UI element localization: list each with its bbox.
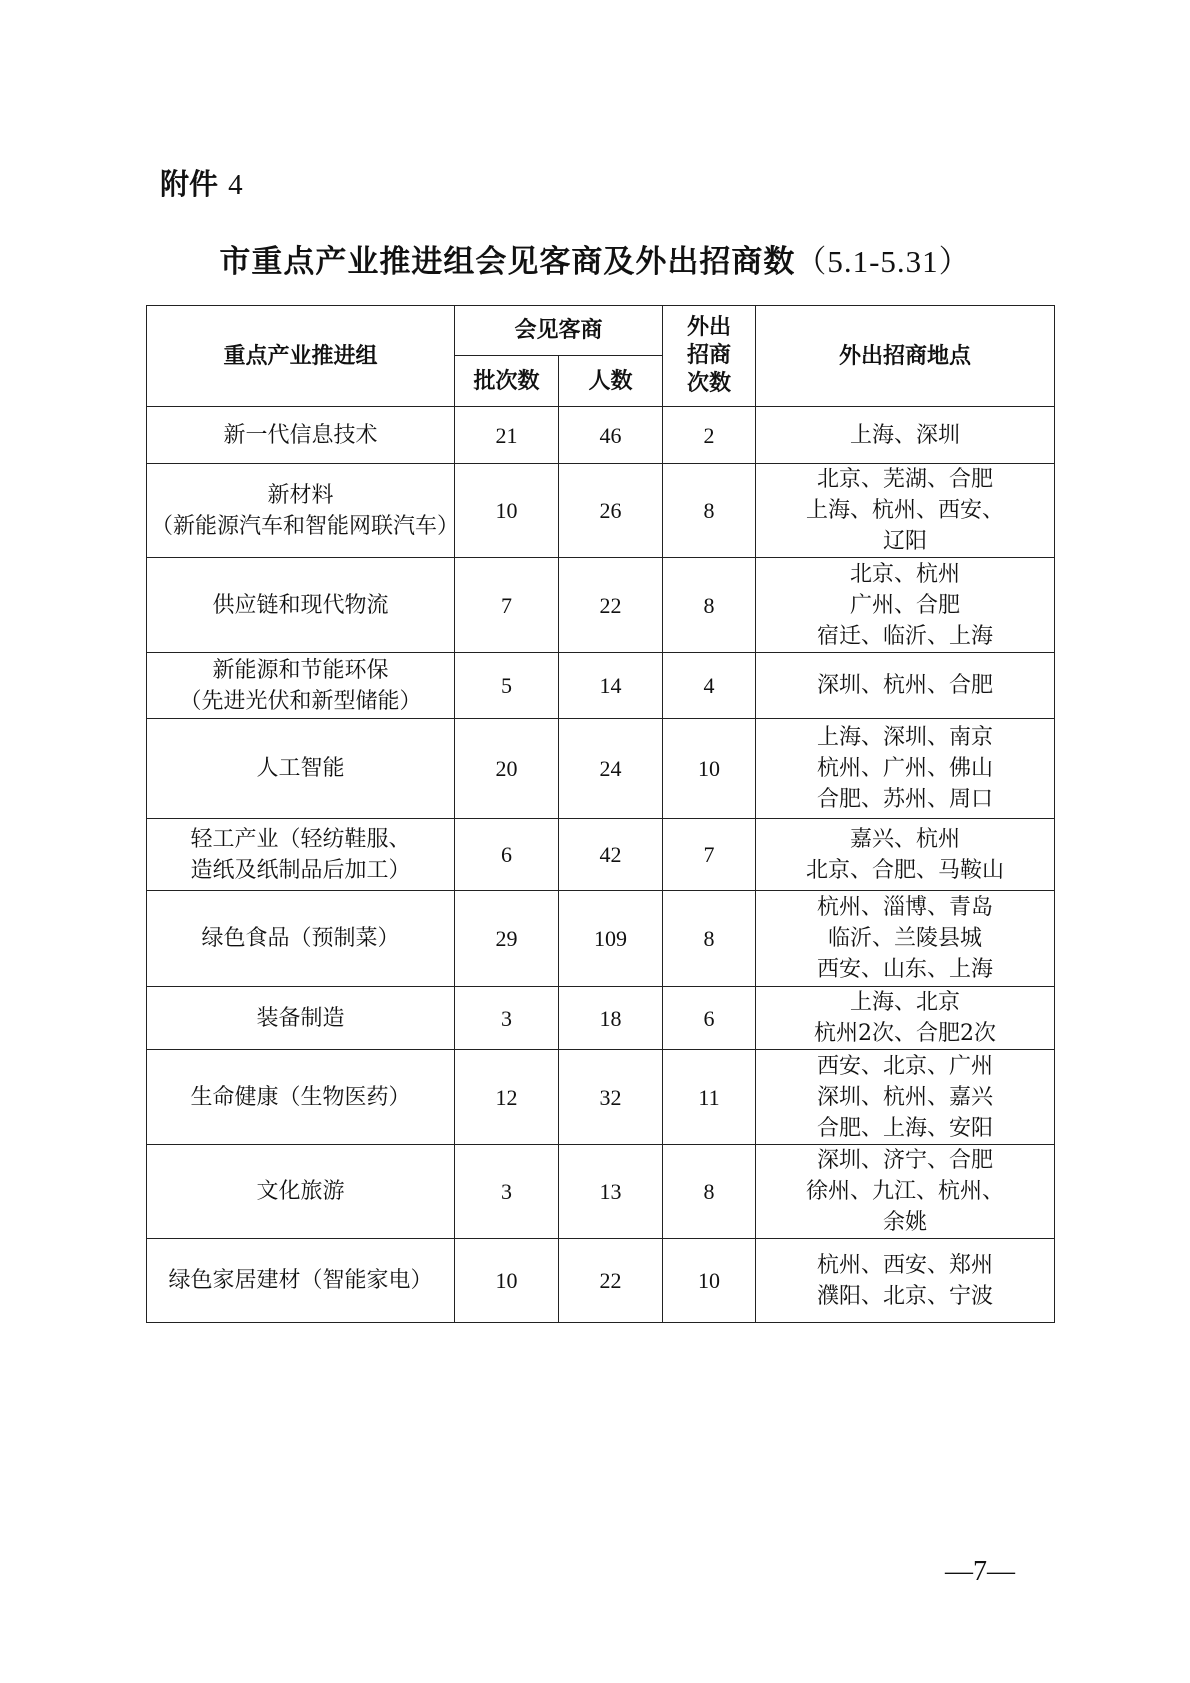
batches-cell: 3 (455, 1145, 559, 1239)
people-cell: 22 (559, 1239, 663, 1323)
locations-cell: 西安、北京、广州 深圳、杭州、嘉兴 合肥、上海、安阳 (756, 1050, 1055, 1145)
group-name-cell: 装备制造 (147, 987, 455, 1050)
group-name-cell: 生命健康（生物医药） (147, 1050, 455, 1145)
table-row (147, 1050, 1055, 1145)
title-period: （5.1-5.31） (795, 244, 971, 279)
table-row (147, 407, 1055, 464)
table-row (147, 819, 1055, 891)
table-row (147, 1145, 1055, 1239)
trips-cell: 11 (663, 1050, 756, 1145)
page-number: —7— (945, 1556, 1015, 1587)
header-group: 重点产业推进组 (147, 306, 455, 407)
batches-cell: 20 (455, 719, 559, 819)
group-name-cell: 绿色食品（预制菜） (147, 891, 455, 987)
locations-cell: 杭州、淄博、青岛 临沂、兰陵县城 西安、山东、上海 (756, 891, 1055, 987)
locations-cell: 上海、深圳、南京 杭州、广州、佛山 合肥、苏州、周口 (756, 719, 1055, 819)
people-cell: 22 (559, 558, 663, 653)
trips-cell: 10 (663, 1239, 756, 1323)
locations-cell: 上海、北京 杭州2次、合肥2次 (756, 987, 1055, 1050)
people-cell: 46 (559, 407, 663, 464)
people-cell: 24 (559, 719, 663, 819)
group-name-cell: 人工智能 (147, 719, 455, 819)
attachment-text: 附件 (160, 167, 219, 201)
trips-cell: 10 (663, 719, 756, 819)
batches-cell: 6 (455, 819, 559, 891)
group-name-cell: 供应链和现代物流 (147, 558, 455, 653)
group-name-cell: 新一代信息技术 (147, 407, 455, 464)
trips-cell: 8 (663, 1145, 756, 1239)
locations-cell: 北京、杭州 广州、合肥 宿迁、临沂、上海 (756, 558, 1055, 653)
people-cell: 13 (559, 1145, 663, 1239)
header-locations: 外出招商地点 (756, 306, 1055, 407)
header-people: 人数 (559, 356, 663, 407)
batches-cell: 21 (455, 407, 559, 464)
trips-cell: 8 (663, 558, 756, 653)
batches-cell: 10 (455, 1239, 559, 1323)
group-name-cell: 新材料 （新能源汽车和智能网联汽车） (147, 464, 455, 558)
people-cell: 18 (559, 987, 663, 1050)
batches-cell: 12 (455, 1050, 559, 1145)
trips-cell: 7 (663, 819, 756, 891)
locations-cell: 深圳、杭州、合肥 (756, 653, 1055, 719)
batches-cell: 29 (455, 891, 559, 987)
people-cell: 14 (559, 653, 663, 719)
people-cell: 109 (559, 891, 663, 987)
locations-cell: 北京、芜湖、合肥 上海、杭州、西安、 辽阳 (756, 464, 1055, 558)
people-cell: 32 (559, 1050, 663, 1145)
header-trips: 外出 招商 次数 (663, 306, 756, 407)
group-name-cell: 新能源和节能环保 （先进光伏和新型储能） (147, 653, 455, 719)
trips-cell: 2 (663, 407, 756, 464)
table-row (147, 558, 1055, 653)
attachment-label (160, 162, 243, 203)
batches-cell: 10 (455, 464, 559, 558)
locations-cell: 深圳、济宁、合肥 徐州、九江、杭州、 余姚 (756, 1145, 1055, 1239)
table-row (147, 1239, 1055, 1323)
trips-cell: 8 (663, 464, 756, 558)
locations-cell: 杭州、西安、郑州 濮阳、北京、宁波 (756, 1239, 1055, 1323)
document-title (0, 236, 1190, 281)
people-cell: 26 (559, 464, 663, 558)
group-name-cell: 轻工产业（轻纺鞋服、 造纸及纸制品后加工） (147, 819, 455, 891)
table-row (147, 653, 1055, 719)
header-batches: 批次数 (455, 356, 559, 407)
batches-cell: 5 (455, 653, 559, 719)
table-row (147, 987, 1055, 1050)
table-row (147, 719, 1055, 819)
locations-cell: 上海、深圳 (756, 407, 1055, 464)
trips-cell: 8 (663, 891, 756, 987)
table-row (147, 464, 1055, 558)
title-main: 市重点产业推进组会见客商及外出招商数 (219, 244, 796, 280)
batches-cell: 3 (455, 987, 559, 1050)
batches-cell: 7 (455, 558, 559, 653)
industry-table (146, 305, 1055, 1323)
group-name-cell: 文化旅游 (147, 1145, 455, 1239)
table-body (147, 407, 1055, 1323)
header-meet: 会见客商 (455, 306, 663, 356)
people-cell: 42 (559, 819, 663, 891)
group-name-cell: 绿色家居建材（智能家电） (147, 1239, 455, 1323)
trips-cell: 6 (663, 987, 756, 1050)
table-row (147, 891, 1055, 987)
attachment-number: 4 (228, 169, 243, 201)
trips-cell: 4 (663, 653, 756, 719)
locations-cell: 嘉兴、杭州 北京、合肥、马鞍山 (756, 819, 1055, 891)
